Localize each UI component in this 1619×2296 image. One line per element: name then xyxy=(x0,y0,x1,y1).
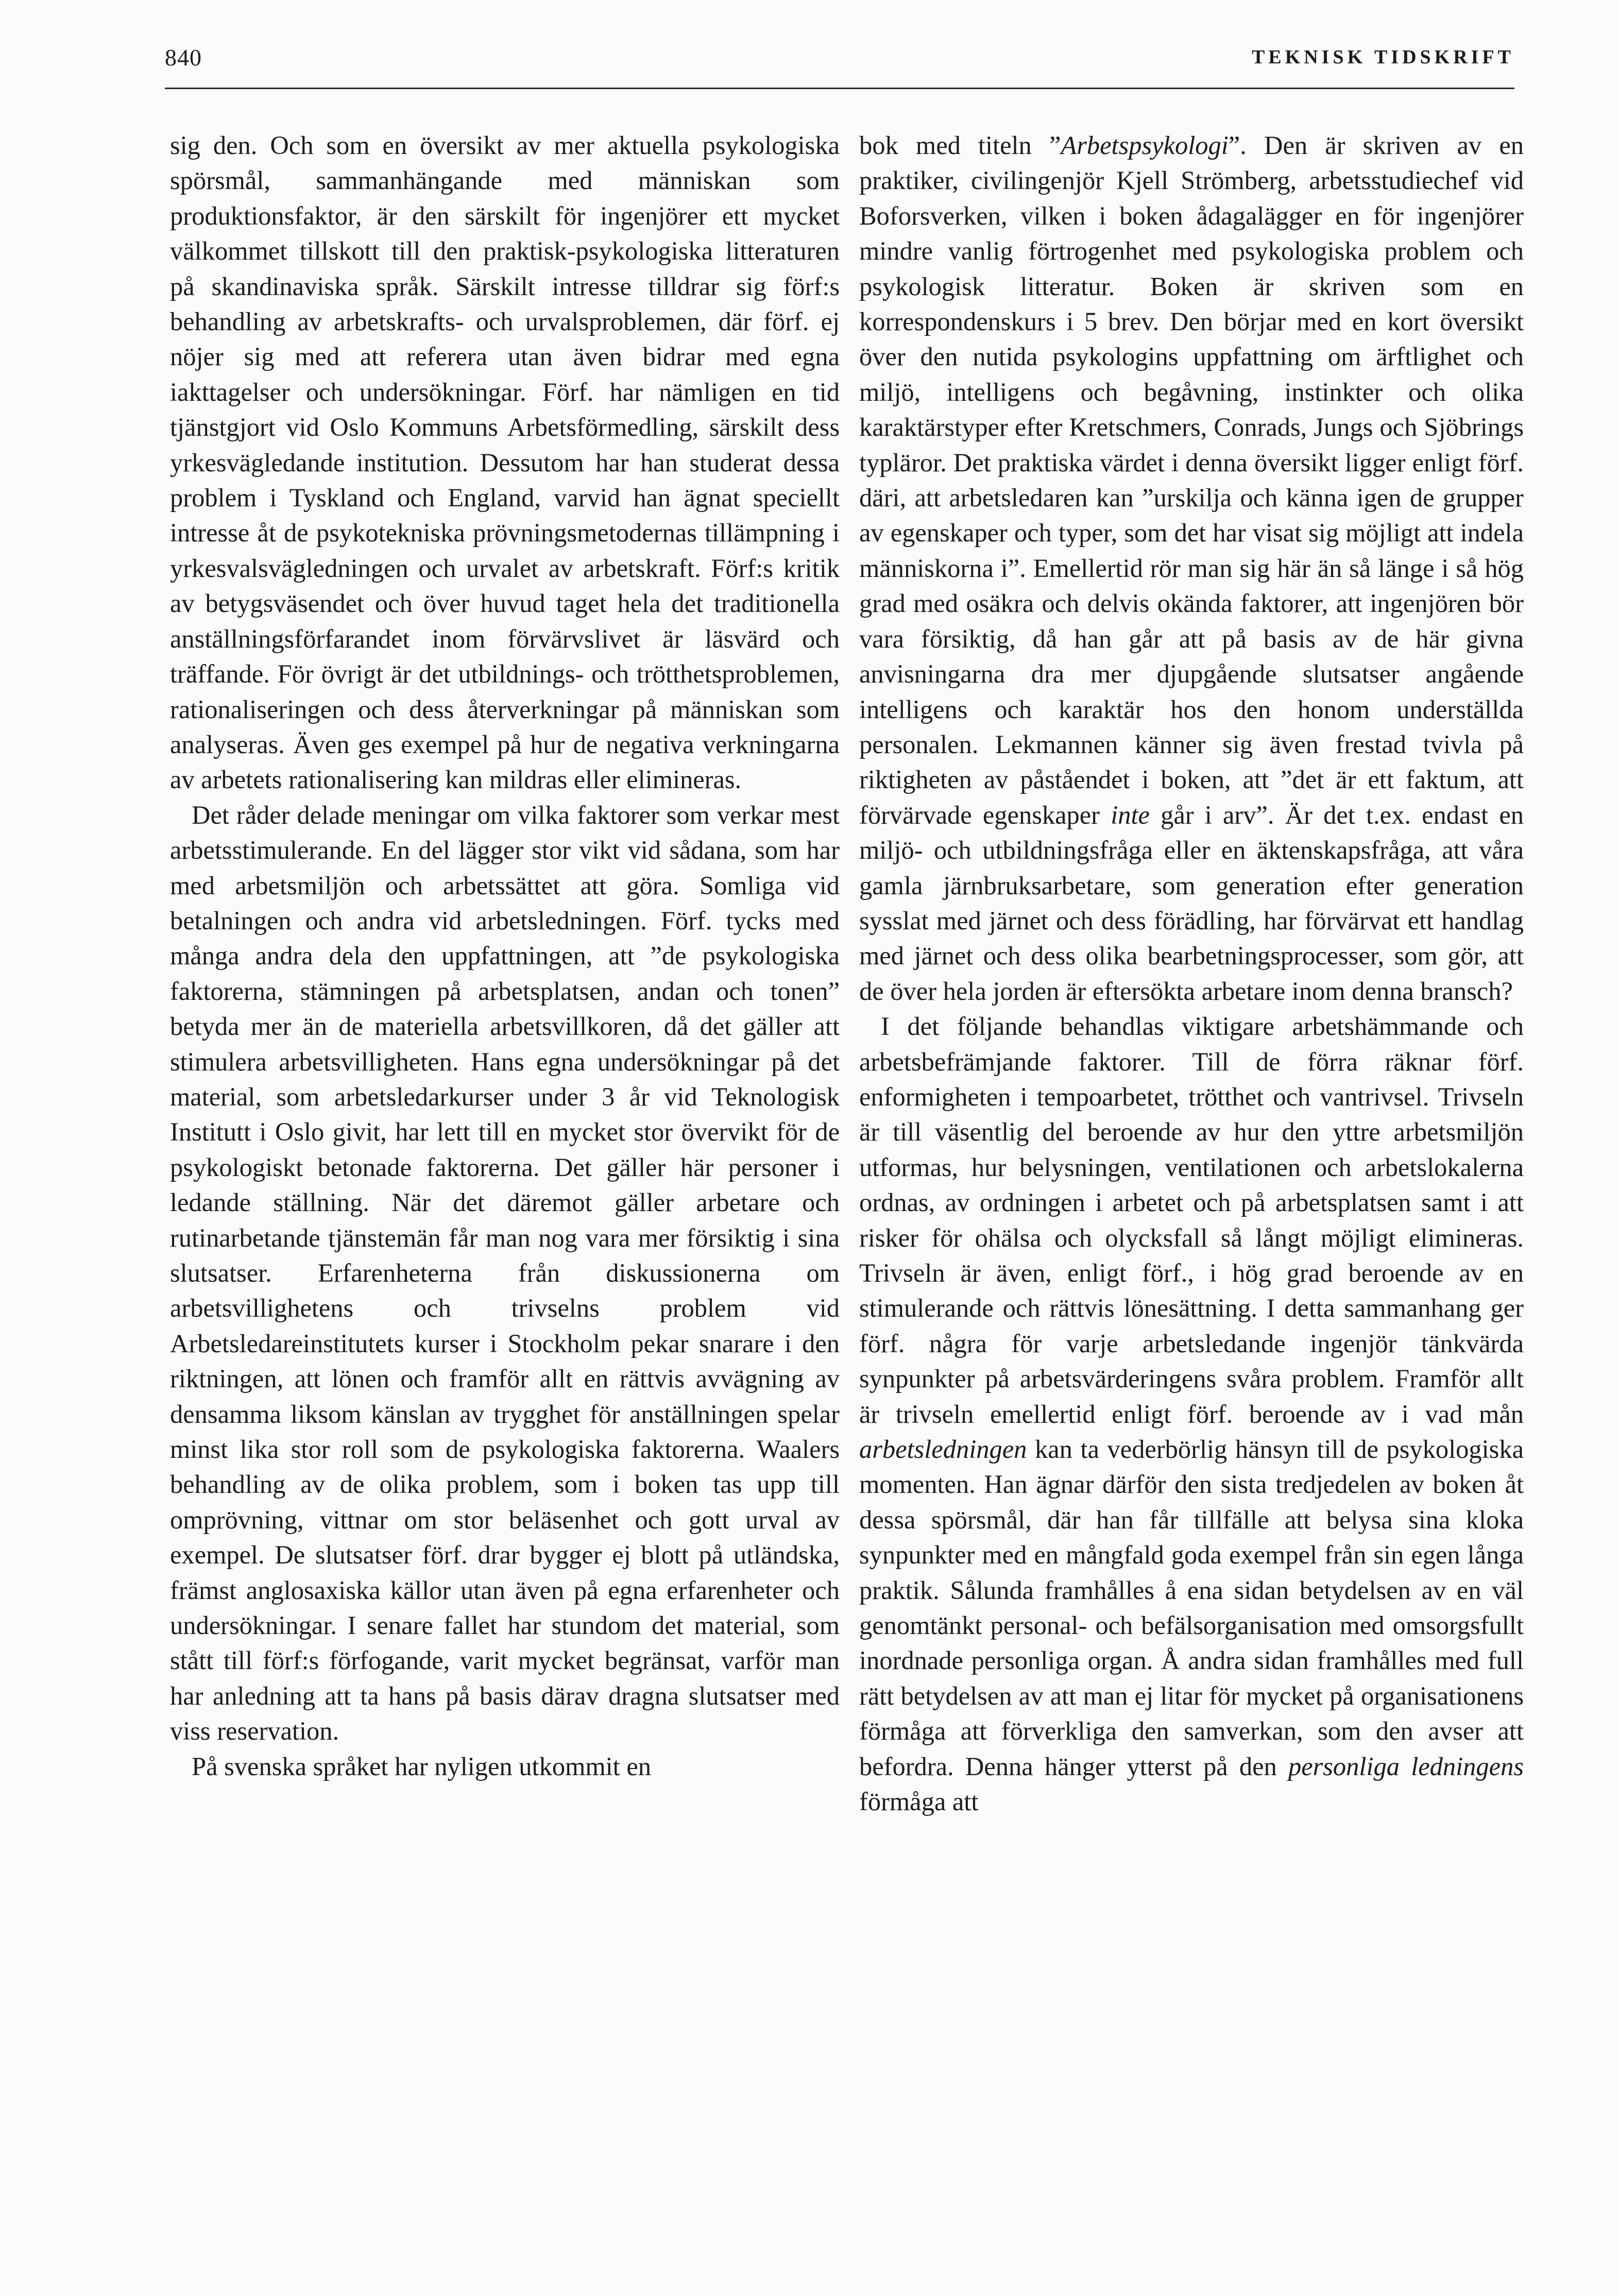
text-run: går i arv”. Är det t.ex. endast en miljö- och utbildningsfråga eller en äktenskapsfråga, att våra gamla järnbruksarbetare, som generation efter generation sysslat med järnet och dess förädling, har förvärvat ett handlag med järnet och dess olika bearbetningsprocesser, som gör, att de över hela jorden är eftersökta arbetare inom denna bransch? xyxy=(859,800,1524,1006)
text-run: ”. Den är skriven av en praktiker, civilingenjör Kjell Strömberg, arbetsstudiechef vid Boforsverken, vilken i boken ådagalägger en för ingenjörer mindre vanlig förtrogenhet med psykologiska problem och psykologisk litteratur. Boken är skriven som en korrespondenskurs i 5 brev. Den börjar med en kort översikt över den nutida psykologins uppfattning om ärftlighet och miljö, intelligens och begåvning, instinkter och olika karaktärstyper efter Kretschmers, Conrads, Jungs och Sjöbrings typläror. Det praktiska värdet i denna översikt ligger enligt förf. däri, att arbetsledaren kan ”urskilja och känna igen de grupper av egenskaper och typer, som det har visat sig möjligt att indela människorna i”. Emellertid rör man sig här än så länge i så hög grad med osäkra och delvis okända faktorer, att ingenjören bör vara försiktig, då han går att på basis av de här givna anvisningarna dra mer djupgående slutsatser angående intelligens och karaktär hos den honom underställda personalen. Lekmannen känner sig även frestad tvivla på riktigheten av påståendet i boken, att ”det är ett faktum, att förvärvade egenskaper xyxy=(859,131,1524,829)
journal-title: TEKNISK TIDSKRIFT xyxy=(1251,46,1514,68)
paragraph xyxy=(170,128,840,797)
left-text-column xyxy=(170,128,840,1784)
running-header xyxy=(165,44,1514,80)
text-run: förmåga att xyxy=(859,1787,979,1816)
header-rule xyxy=(165,88,1514,89)
text-run: I det följande behandlas viktigare arbetshämmande och arbetsbefrämjande faktorer. Till de förra räknar förf. enformigheten i tempoarbetet, trötthet och vantrivsel. Trivseln är till väsentlig del beroende av hur den yttre arbetsmiljön utformas, hur belysningen, ventilationen och arbetslokalerna ordnas, av ordningen i arbetet och på arbetsplatsen samt i att risker för ohälsa och olycksfall så långt möjligt elimineras. Trivseln är även, enligt förf., i hög grad beroende av en stimulerande och rättvis lönesättning. I detta sammanhang ger förf. några för varje arbetsledande ingenjör tänkvärda synpunkter på arbetsvärderingens svåra problem. Framför allt är trivseln emellertid enligt förf. beroende av i vad mån xyxy=(859,1012,1524,1428)
right-text-column xyxy=(859,128,1524,1819)
page-number: 840 xyxy=(165,44,202,71)
paragraph xyxy=(859,128,1524,1009)
text-run: kan ta vederbörlig hänsyn till de psykologiska momenten. Han ägnar därför den sista tredjedelen av boken åt dessa spörsmål, där han får tillfälle att belysa sina kloka synpunkter med en mångfald goda exempel från sin egen långa praktik. Sålunda framhålles å ena sidan betydelsen av en väl genomtänkt personal- och befälsorganisation med omsorgsfullt inordnade personliga organ. Å andra sidan framhålles med full rätt betydelsen av att man ej litar för mycket på organisationens förmåga att förverkliga den samverkan, som den avser att befordra. Denna hänger ytterst på den xyxy=(859,1435,1524,1781)
paragraph xyxy=(170,1749,840,1784)
text-run: sig den. Och som en översikt av mer aktuella psykologiska spörsmål, sammanhängande med människan som produktionsfaktor, är den särskilt för ingenjörer ett mycket välkommet tillskott till den praktisk-psykologiska litteraturen på skandinaviska språk. Särskilt intresse tilldrar sig förf:s behandling av arbetskrafts- och urvalsproblemen, där förf. ej nöjer sig med att referera utan även bidrar med egna iakttagelser och undersökningar. Förf. har nämligen en tid tjänstgjort vid Oslo Kommuns Arbetsförmedling, särskilt dess yrkesvägledande institution. Dessutom har han studerat dessa problem i Tyskland och England, varvid han ägnat speciellt intresse åt de psykotekniska prövningsmetodernas tillämpning i yrkesvalsvägledningen och urvalet av arbetskraft. Förf:s kritik av betygsväsendet och över huvud taget hela det traditionella anställningsförfarandet inom förvärvslivet är läsvärd och träffande. För övrigt är det utbildnings- och trötthetsproblemen, rationaliseringen och dess återverkningar på människan som analyseras. Även ges exempel på hur de negativa verkningarna av arbetets rationalisering kan mildras eller elimineras. xyxy=(170,131,840,794)
text-run: På svenska språket har nyligen utkommit en xyxy=(192,1751,651,1781)
italic-text: personliga ledningens xyxy=(1288,1751,1524,1781)
text-run: bok med titeln ” xyxy=(859,131,1061,160)
paragraph xyxy=(170,797,840,1749)
italic-text: inte xyxy=(1111,800,1150,829)
text-run: Det råder delade meningar om vilka faktorer som verkar mest arbetsstimulerande. En del lägger stor vikt vid sådana, som har med arbetsmiljön och arbetssättet att göra. Somliga vid betalningen och andra vid arbetsledningen. Förf. tycks med många andra dela den uppfattningen, att ”de psykologiska faktorerna, stämningen på arbetsplatsen, andan och tonen” betyda mer än de materiella arbetsvillkoren, då det gäller att stimulera arbetsvilligheten. Hans egna undersökningar på det material, som arbetsledarkurser under 3 år vid Teknologisk Institutt i Oslo givit, har lett till en mycket stor övervikt för de psykologiskt betonade faktorerna. Det gäller här personer i ledande ställning. När det däremot gäller arbetare och rutinarbetande tjänstemän får man nog vara mer försiktig i sina slutsatser. Erfarenheterna från diskussionerna om arbetsvillighetens och trivselns problem vid Arbetsledareinstitutets kurser i Stockholm pekar snarare i den riktningen, att lönen och framför allt en rättvis avvägning av densamma liksom känslan av trygghet för anställningen spelar minst lika stor roll som de psykologiska faktorerna. Waalers behandling av de olika problem, som i boken tas upp till omprövning, vittnar om stor beläsenhet och gott urval av exempel. De slutsatser förf. drar bygger ej blott på utländska, främst anglosaxiska källor utan även på egna erfarenheter och undersökningar. I senare fallet har stundom det material, som stått till förf:s förfogande, varit mycket begränsat, varför man har anledning att ta hans på basis därav dragna slutsatser med viss reservation. xyxy=(170,800,840,1746)
italic-text: arbetsledningen xyxy=(859,1435,1027,1464)
italic-text: Arbetspsykologi xyxy=(1061,131,1229,160)
paragraph xyxy=(859,1009,1524,1819)
